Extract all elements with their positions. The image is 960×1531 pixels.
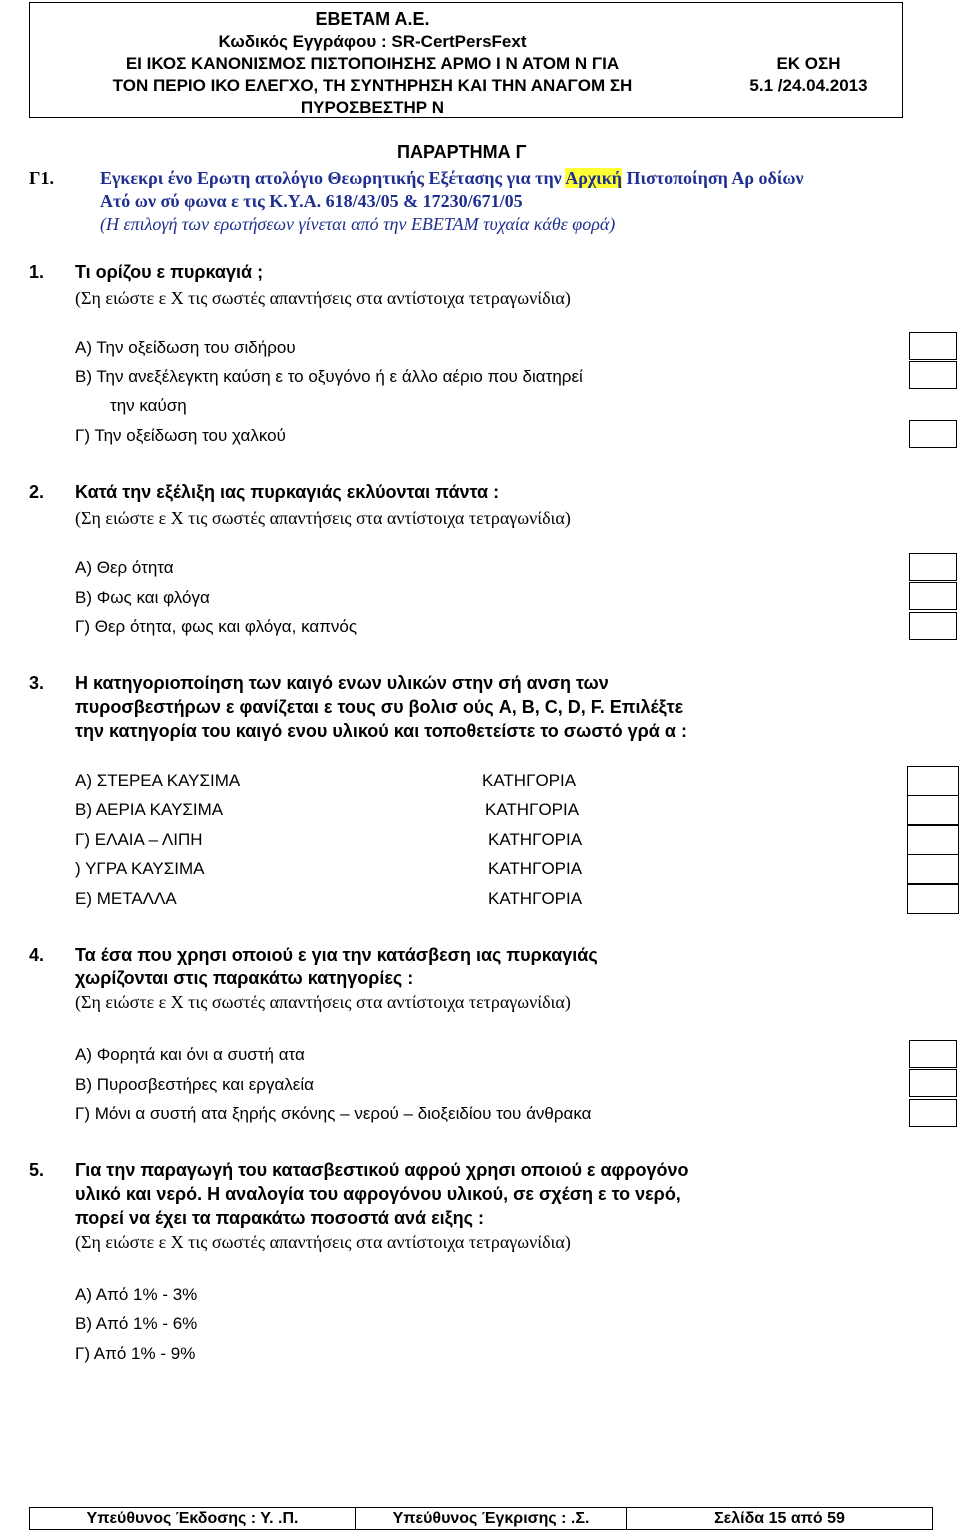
q3-answer-box-a[interactable]: [907, 766, 959, 796]
q3-text-line-1: Η κατηγοριοποίηση των καιγό ενων υλικών στην σή ανση των: [75, 673, 609, 693]
section-legal-ref: Ατό ων σύ φωνα ε τις Κ.Υ.Α. 618/43/05 & 17230/671/05: [100, 191, 523, 211]
q4-checkbox-c[interactable]: [909, 1099, 957, 1127]
header-title-block: [30, 3, 715, 117]
q5-option-a: Α) Από 1% - 3%: [75, 1285, 198, 1304]
q3-text-line-2: πυροσβεστήρων ε φανίζεται ε τους συ βολισ ούς A, B, C, D, F. Επιλέξτε: [75, 697, 684, 717]
q5-option-b: Β) Από 1% - 6%: [75, 1314, 198, 1333]
q4-instruction: (Ση ειώστε ε Χ τις σωστές απαντήσεις στα αντίστοιχα τετραγωνίδια): [75, 992, 571, 1012]
q1-option-b: Β) Την ανεξέλεγκτη καύση ε το οξυγόνο ή ε άλλο αέριο που διατηρεί: [75, 367, 583, 386]
q3-row-category: ΚΑΤΗΓΟΡΙΑ: [488, 830, 583, 849]
header-title-line-2: ΤΟΝ ΠΕΡΙΟ ΙΚΟ ΕΛΕΓΧΟ, ΤΗ ΣΥΝΤΗΡΗΣΗ ΚΑΙ ΤΗΝ ΑΝΑΓΟΜ ΣΗ: [112, 76, 633, 95]
q3-row-category: ΚΑΤΗΓΟΡΙΑ: [488, 889, 583, 908]
q5-text-line-3: πορεί να έχει τα παρακάτω ποσοστά ανά ειξης :: [75, 1208, 484, 1228]
header-edition-value: 5.1 /24.04.2013: [749, 76, 868, 95]
header-doc-code: Κωδικός Εγγράφου : SR-CertPersFext: [218, 32, 527, 51]
annex-title: ΠΑΡΑΡΤΗΜΑ Γ: [397, 142, 527, 162]
q3-row-label: Α) ΣΤΕΡΕΑ ΚΑΥΣΙΜΑ: [75, 771, 241, 790]
q3-row-label: Ε) ΜΕΤΑΛΛΑ: [75, 889, 177, 908]
header-title-line-1: ΕΙ ΙΚΟΣ ΚΑΝΟΝΙΣΜΟΣ ΠΙΣΤΟΠΟΙΗΣΗΣ ΑΡΜΟ Ι Ν ΑΤΟΜ Ν ΓΙΑ: [125, 54, 620, 73]
q2-option-b: Β) Φως και φλόγα: [75, 588, 210, 607]
q3-answer-box-e[interactable]: [907, 884, 959, 914]
q3-text-line-3: την κατηγορία του καιγό ενου υλικού και τοποθετείστε το σωστό γρά α :: [75, 721, 687, 741]
q2-checkbox-a[interactable]: [909, 553, 957, 581]
footer-issued-by: Υπεύθυνος Έκδοσης : Υ. .Π.: [86, 1510, 299, 1527]
q2-checkbox-b[interactable]: [909, 582, 957, 610]
q5-text-line-1: Για την παραγωγή του κατασβεστικού αφρού χρησι οποιού ε αφρογόνο: [75, 1160, 689, 1180]
header-org: ΕΒΕΤΑΜ Α.Ε.: [315, 9, 430, 29]
document-footer: [29, 1507, 933, 1530]
q5-text-line-2: υλικό και νερό. Η αναλογία του αφρογόνου υλικού, σε σχέση ε το νερό,: [75, 1184, 681, 1204]
q3-answer-box-b[interactable]: [907, 795, 959, 825]
highlighted-word: Αρχική: [565, 168, 622, 188]
document-header: [29, 2, 903, 118]
footer-approved-by: Υπεύθυνος Έγκρισης : .Σ.: [392, 1510, 590, 1527]
q2-option-c: Γ) Θερ ότητα, φως και φλόγα, καπνός: [75, 617, 358, 636]
q1-checkbox-b[interactable]: [909, 361, 957, 389]
q1-checkbox-a[interactable]: [909, 332, 957, 360]
q1-option-b-cont: την καύση: [110, 396, 187, 415]
q3-number: 3.: [29, 673, 45, 693]
q1-text: Τι ορίζου ε πυρκαγιά ;: [75, 262, 264, 282]
q4-option-c: Γ) Μόνι α συστή ατα ξηρής σκόνης – νερού – διοξειδίου του άνθρακα: [75, 1104, 592, 1123]
q4-checkbox-b[interactable]: [909, 1069, 957, 1097]
q3-row-category: ΚΑΤΗΓΟΡΙΑ: [488, 859, 583, 878]
section-note: (Η επιλογή των ερωτήσεων γίνεται από την ΕΒΕΤΑΜ τυχαία κάθε φορά): [100, 214, 616, 234]
q1-instruction: (Ση ειώστε ε Χ τις σωστές απαντήσεις στα αντίστοιχα τετραγωνίδια): [75, 288, 571, 308]
q1-checkbox-c[interactable]: [909, 420, 957, 448]
q4-text-line-1: Τα έσα που χρησι οποιού ε για την κατάσβεση ιας πυρκαγιάς: [75, 945, 598, 965]
q2-text: Κατά την εξέλιξη ιας πυρκαγιάς εκλύονται πάντα :: [75, 482, 500, 502]
q4-number: 4.: [29, 945, 45, 965]
q1-option-c: Γ) Την οξείδωση του χαλκού: [75, 426, 286, 445]
q1-option-a: Α) Την οξείδωση του σιδήρου: [75, 338, 296, 357]
q2-number: 2.: [29, 482, 45, 502]
footer-page-number: Σελίδα 15 από 59: [714, 1510, 845, 1527]
q2-instruction: (Ση ειώστε ε Χ τις σωστές απαντήσεις στα αντίστοιχα τετραγωνίδια): [75, 508, 571, 528]
q4-option-b: Β) Πυροσβεστήρες και εργαλεία: [75, 1075, 314, 1094]
header-title-line-3: ΠΥΡΟΣΒΕΣΤΗΡ Ν: [300, 98, 445, 117]
q2-option-a: Α) Θερ ότητα: [75, 558, 174, 577]
q3-row-label: Γ) ΕΛΑΙΑ – ΛΙΠΗ: [75, 830, 203, 849]
q2-checkbox-c[interactable]: [909, 612, 957, 640]
header-edition-label: ΕΚ ΟΣΗ: [776, 54, 841, 73]
q3-row-label: Β) ΑΕΡΙΑ ΚΑΥΣΙΜΑ: [75, 800, 224, 819]
section-heading: Εγκεκρι ένο Ερωτη ατολόγιο Θεωρητικής Εξέτασης για την Αρχική Πιστοποίηση Αρ οδίων: [100, 168, 804, 188]
q3-row-label: ) ΥΓΡΑ ΚΑΥΣΙΜΑ: [75, 859, 205, 878]
q5-number: 5.: [29, 1160, 45, 1180]
q5-option-c: Γ) Από 1% - 9%: [75, 1344, 196, 1363]
q4-text-line-2: χωρίζονται στις παρακάτω κατηγορίες :: [75, 968, 414, 988]
q4-option-a: Α) Φορητά και όνι α συστή ατα: [75, 1045, 305, 1064]
q3-answer-box-c[interactable]: [907, 825, 959, 855]
q3-row-category: ΚΑΤΗΓΟΡΙΑ: [485, 800, 580, 819]
section-number: Γ1.: [29, 168, 54, 188]
q3-row-category: ΚΑΤΗΓΟΡΙΑ: [482, 771, 577, 790]
header-edition-block: [715, 3, 902, 117]
q3-answer-box-d[interactable]: [907, 854, 959, 884]
q5-instruction: (Ση ειώστε ε Χ τις σωστές απαντήσεις στα αντίστοιχα τετραγωνίδια): [75, 1232, 571, 1252]
q1-number: 1.: [29, 262, 45, 282]
q4-checkbox-a[interactable]: [909, 1040, 957, 1068]
